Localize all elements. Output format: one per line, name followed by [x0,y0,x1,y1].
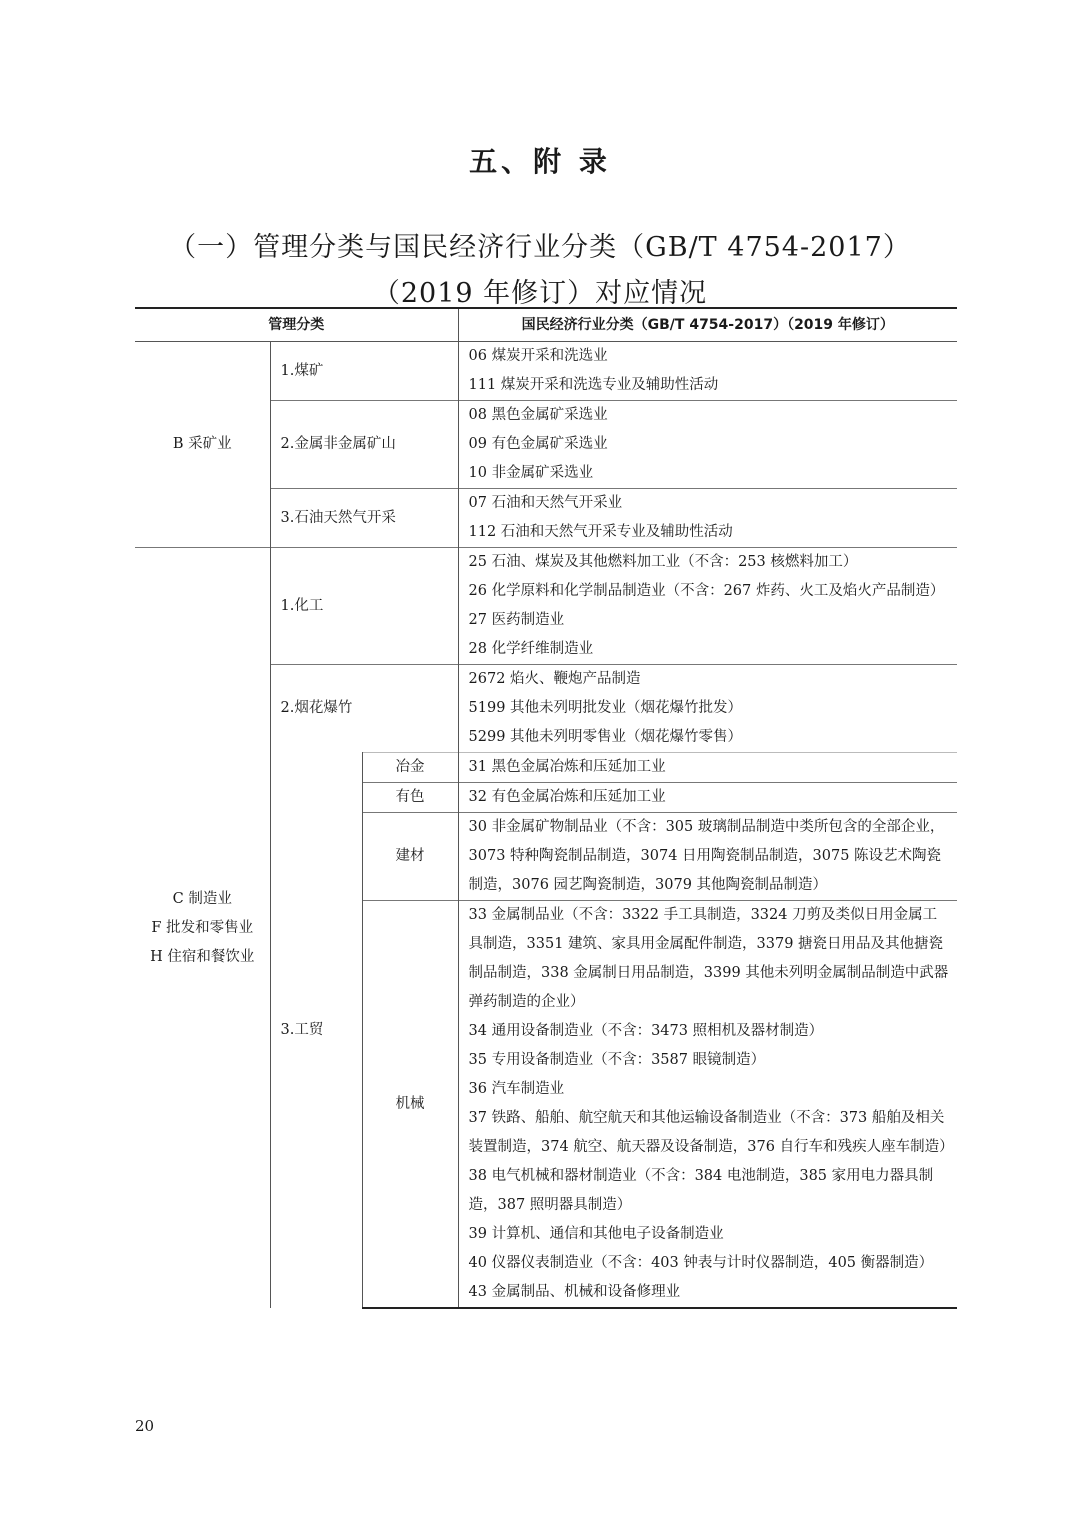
list-item: 27 医药制造业 [468,612,565,628]
list-item: 25 石油、煤炭及其他燃料加工业（不含：253 核燃料加工） [468,554,858,570]
list-item: 2672 焰火、鞭炮产品制造 [468,671,641,687]
subcategory-metal-mines: 2.金属非金属矿山 [270,401,458,489]
subcategory-coal: 1.煤矿 [270,342,458,401]
industry-list-chemical [458,548,957,665]
industry-list-coal [458,342,957,401]
category-manufacturing: C 制造业 [172,890,232,907]
list-item: 5199 其他未列明批发业（烟花爆竹批发） [468,700,743,716]
industry-list-oil-gas [458,489,957,548]
subcategory-oil-gas: 3.石油天然气开采 [270,489,458,548]
list-item: 07 石油和天然气开采业 [468,495,623,511]
subcategory-fireworks: 2.烟花爆竹 [270,665,458,753]
trade-group-building-materials: 建材 [362,813,458,901]
list-item: 26 化学原料和化学制品制造业（不含：267 炸药、火工及焰火产品制造） [468,583,945,599]
table-row [135,342,957,401]
subcategory-chemical: 1.化工 [270,548,458,665]
industry-list-nonferrous [458,783,957,813]
table-title-line2: （2019 年修订）对应情况 [372,278,708,309]
subcategory-industry-trade: 3.工贸 [270,753,362,1309]
list-item: 5299 其他未列明零售业（烟花爆竹零售） [468,729,743,745]
list-item: 38 电气机械和器材制造业（不含：384 电池制造，385 家用电力器具制造，387 照明器具制造） [468,1168,934,1213]
list-item: 28 化学纤维制造业 [468,641,594,657]
classification-table [135,307,957,1309]
industry-list-machinery [458,901,957,1309]
list-item: 35 专用设备制造业（不含：3587 眼镜制造） [468,1052,766,1068]
trade-group-nonferrous: 有色 [362,783,458,813]
list-item: 112 石油和天然气开采专业及辅助性活动 [468,524,733,540]
list-item: 34 通用设备制造业（不含：3473 照相机及器材制造） [468,1023,824,1039]
trade-group-metallurgy: 冶金 [362,753,458,783]
list-item: 33 金属制品业（不含：3322 手工具制造，3324 刀剪及类似日用金属工具制造，3351 建筑、家具用金属配件制造，3379 搪瓷日用品及其他搪瓷制品制造，338 金属制日用品制造，3399 其他未列明金属制品制造中武器弹药制造的企业） [468,907,949,1010]
industry-list-metal-mines [458,401,957,489]
header-management-category: 管理分类 [135,308,458,342]
header-industry-classification: 国民经济行业分类（GB/T 4754-2017）（2019 年修订） [458,308,957,342]
category-wholesale-retail: F 批发和零售业 [151,919,254,936]
table-title-line1: （一）管理分类与国民经济行业分类（GB/T 4754-2017） [169,232,911,263]
list-item: 30 非金属矿物制品业（不含：305 玻璃制品制造中类所包含的全部企业，3073 特种陶瓷制品制造，3074 日用陶瓷制品制造，3075 陈设艺术陶瓷制造，3076 园艺陶瓷制造，3079 其他陶瓷制品制造） [468,819,945,893]
industry-list-metallurgy [458,753,957,783]
trade-group-machinery: 机械 [362,901,458,1309]
list-item: 39 计算机、通信和其他电子设备制造业 [468,1226,724,1242]
list-item: 09 有色金属矿采选业 [468,436,608,452]
manufacturing-category [135,548,270,1309]
list-item: 40 仪器仪表制造业（不含：403 钟表与计时仪器制造，405 衡器制造） [468,1255,934,1271]
category-accommodation-catering: H 住宿和餐饮业 [150,948,255,965]
list-item: 32 有色金属冶炼和压延加工业 [468,789,666,805]
page-number: 20 [135,1417,155,1435]
list-item: 36 汽车制造业 [468,1081,565,1097]
mining-category: B 采矿业 [135,342,270,548]
list-item: 111 煤炭开采和洗选专业及辅助性活动 [468,377,719,393]
table-header-row [135,308,957,342]
list-item: 31 黑色金属冶炼和压延加工业 [468,759,666,775]
table-row [135,548,957,665]
section-heading: 五、附 录 [469,145,611,178]
list-item: 08 黑色金属矿采选业 [468,407,608,423]
list-item: 37 铁路、船舶、航空航天和其他运输设备制造业（不含：373 船舶及相关装置制造，374 航空、航天器及设备制造，376 自行车和残疾人座车制造） [468,1110,954,1155]
list-item: 06 煤炭开采和洗选业 [468,348,608,364]
list-item: 43 金属制品、机械和设备修理业 [468,1284,681,1300]
list-item: 10 非金属矿采选业 [468,465,594,481]
industry-list-building-materials [458,813,957,901]
industry-list-fireworks [458,665,957,753]
